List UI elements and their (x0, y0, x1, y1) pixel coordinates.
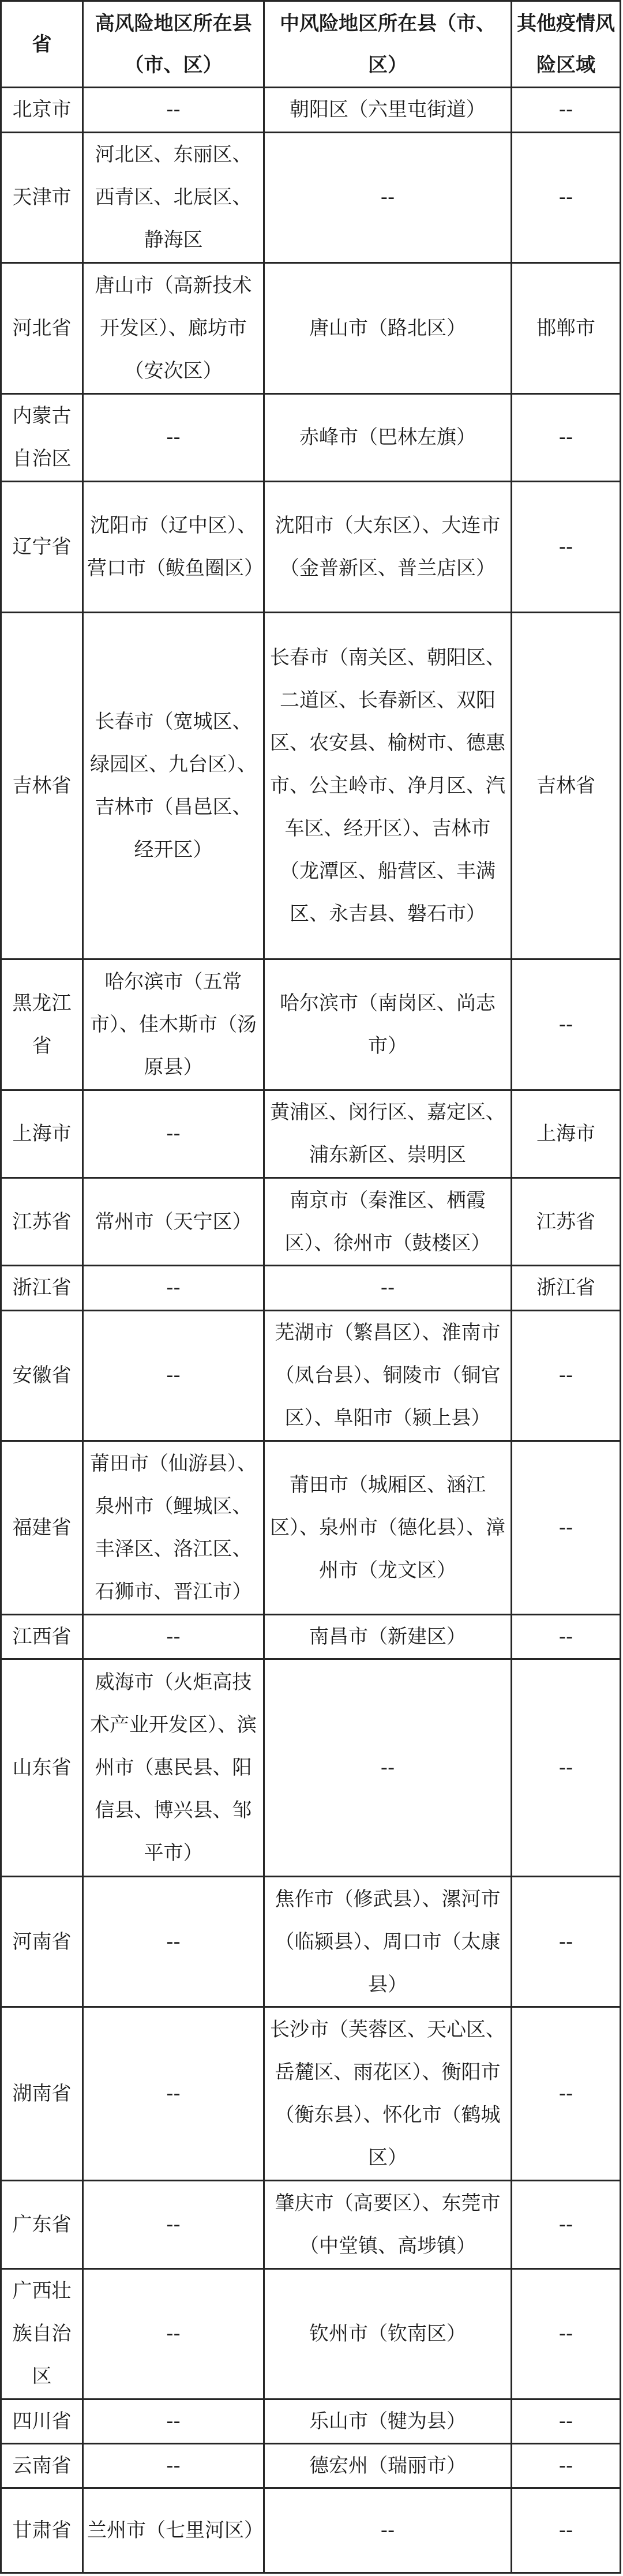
high-risk-cell: -- (83, 2007, 264, 2181)
other-risk-cell: 浙江省 (512, 1266, 621, 1310)
high-risk-cell: -- (83, 2444, 264, 2488)
table-row (1, 1090, 621, 1178)
table-row (1, 2007, 621, 2181)
table-row (1, 1614, 621, 1659)
other-risk-cell: 吉林省 (512, 612, 621, 959)
header-mid-risk: 中风险地区所在县（市、区） (264, 1, 512, 88)
table-row (1, 1659, 621, 1876)
other-risk-cell: -- (512, 1876, 621, 2007)
high-risk-cell: 哈尔滨市（五常市）、佳木斯市（汤原县） (83, 959, 264, 1090)
other-risk-cell: 江苏省 (512, 1178, 621, 1265)
mid-risk-cell: 南京市（秦淮区、栖霞区）、徐州市（鼓楼区） (264, 1178, 512, 1265)
province-cell: 安徽省 (1, 1310, 83, 1441)
province-cell: 辽宁省 (1, 482, 83, 613)
province-cell: 广西壮族自治区 (1, 2268, 83, 2399)
table-row (1, 393, 621, 481)
other-risk-cell: -- (512, 393, 621, 481)
table-row (1, 263, 621, 394)
province-cell: 内蒙古自治区 (1, 393, 83, 481)
table-row (1, 959, 621, 1090)
high-risk-cell: 河北区、东丽区、西青区、北辰区、静海区 (83, 132, 264, 263)
province-cell: 甘肃省 (1, 2488, 83, 2573)
mid-risk-cell: 黄浦区、闵行区、嘉定区、浦东新区、崇明区 (264, 1090, 512, 1178)
mid-risk-cell: 沈阳市（大东区）、大连市（金普新区、普兰店区） (264, 482, 512, 613)
province-cell: 山东省 (1, 1659, 83, 1876)
header-province: 省 (1, 1, 83, 88)
other-risk-cell: 邯郸市 (512, 263, 621, 394)
high-risk-cell: 常州市（天宁区） (83, 1178, 264, 1265)
table-row (1, 2488, 621, 2573)
mid-risk-cell: 莆田市（城厢区、涵江区）、泉州市（德化县）、漳州市（龙文区） (264, 1441, 512, 1615)
header-other-risk: 其他疫情风险区域 (512, 1, 621, 88)
mid-risk-cell: 唐山市（路北区） (264, 263, 512, 394)
mid-risk-cell: 乐山市（犍为县） (264, 2399, 512, 2444)
mid-risk-cell: -- (264, 132, 512, 263)
province-cell: 四川省 (1, 2399, 83, 2444)
high-risk-cell: -- (83, 1310, 264, 1441)
province-cell: 黑龙江省 (1, 959, 83, 1090)
high-risk-cell: 威海市（火炬高技术产业开发区）、滨州市（惠民县、阳信县、博兴县、邹平市） (83, 1659, 264, 1876)
province-cell: 江西省 (1, 1614, 83, 1659)
mid-risk-cell: 德宏州（瑞丽市） (264, 2444, 512, 2488)
other-risk-cell: -- (512, 1441, 621, 1615)
table-row (1, 2444, 621, 2488)
other-risk-cell: -- (512, 132, 621, 263)
other-risk-cell: -- (512, 2488, 621, 2573)
table-row (1, 1441, 621, 1615)
high-risk-cell: -- (83, 393, 264, 481)
mid-risk-cell: 肇庆市（高要区）、东莞市（中堂镇、高埗镇） (264, 2181, 512, 2268)
other-risk-cell: -- (512, 2181, 621, 2268)
high-risk-cell: 沈阳市（辽中区）、营口市（鲅鱼圈区） (83, 482, 264, 613)
high-risk-cell: -- (83, 1876, 264, 2007)
other-risk-cell: -- (512, 1659, 621, 1876)
table-row (1, 1266, 621, 1310)
high-risk-cell: -- (83, 2181, 264, 2268)
province-cell: 浙江省 (1, 1266, 83, 1310)
high-risk-cell: -- (83, 88, 264, 132)
high-risk-cell: 长春市（宽城区、绿园区、九台区）、吉林市（昌邑区、经开区） (83, 612, 264, 959)
table-row (1, 482, 621, 613)
mid-risk-cell: -- (264, 1266, 512, 1310)
province-cell: 河南省 (1, 1876, 83, 2007)
other-risk-cell: -- (512, 1614, 621, 1659)
mid-risk-cell: 芜湖市（繁昌区）、淮南市（凤台县）、铜陵市（铜官区）、阜阳市（颍上县） (264, 1310, 512, 1441)
province-cell: 云南省 (1, 2444, 83, 2488)
table-row (1, 1178, 621, 1265)
province-cell: 广东省 (1, 2181, 83, 2268)
table-header-row (1, 1, 621, 88)
province-cell: 北京市 (1, 88, 83, 132)
table-row (1, 1310, 621, 1441)
province-cell: 吉林省 (1, 612, 83, 959)
high-risk-cell: 唐山市（高新技术开发区）、廊坊市（安次区） (83, 263, 264, 394)
other-risk-cell: -- (512, 88, 621, 132)
other-risk-cell: 上海市 (512, 1090, 621, 1178)
high-risk-cell: -- (83, 1090, 264, 1178)
other-risk-cell: -- (512, 2444, 621, 2488)
province-cell: 江苏省 (1, 1178, 83, 1265)
other-risk-cell: -- (512, 482, 621, 613)
province-cell: 福建省 (1, 1441, 83, 1615)
mid-risk-cell: 哈尔滨市（南岗区、尚志市） (264, 959, 512, 1090)
province-cell: 湖南省 (1, 2007, 83, 2181)
table-row (1, 1876, 621, 2007)
header-high-risk: 高风险地区所在县（市、区） (83, 1, 264, 88)
other-risk-cell: -- (512, 2007, 621, 2181)
table-row (1, 2268, 621, 2399)
high-risk-cell: 兰州市（七里河区） (83, 2488, 264, 2573)
mid-risk-cell: 长春市（南关区、朝阳区、二道区、长春新区、双阳区、农安县、榆树市、德惠市、公主岭市、净月区、汽车区、经开区）、吉林市（龙潭区、船营区、丰满区、永吉县、磐石市） (264, 612, 512, 959)
mid-risk-cell: 长沙市（芙蓉区、天心区、岳麓区、雨花区）、衡阳市（衡东县）、怀化市（鹤城区） (264, 2007, 512, 2181)
high-risk-cell: 莆田市（仙游县）、泉州市（鲤城区、丰泽区、洛江区、石狮市、晋江市） (83, 1441, 264, 1615)
province-cell: 河北省 (1, 263, 83, 394)
mid-risk-cell: -- (264, 2488, 512, 2573)
high-risk-cell: -- (83, 2268, 264, 2399)
table-row (1, 2181, 621, 2268)
other-risk-cell: -- (512, 1310, 621, 1441)
table-row (1, 612, 621, 959)
other-risk-cell: -- (512, 2399, 621, 2444)
mid-risk-cell: 钦州市（钦南区） (264, 2268, 512, 2399)
mid-risk-cell: 南昌市（新建区） (264, 1614, 512, 1659)
high-risk-cell: -- (83, 1614, 264, 1659)
mid-risk-cell: 朝阳区（六里屯街道） (264, 88, 512, 132)
province-cell: 上海市 (1, 1090, 83, 1178)
high-risk-cell: -- (83, 2399, 264, 2444)
mid-risk-cell: 赤峰市（巴林左旗） (264, 393, 512, 481)
high-risk-cell: -- (83, 1266, 264, 1310)
other-risk-cell: -- (512, 2268, 621, 2399)
other-risk-cell: -- (512, 959, 621, 1090)
province-cell: 天津市 (1, 132, 83, 263)
mid-risk-cell: -- (264, 1659, 512, 1876)
table-row (1, 2399, 621, 2444)
table-row (1, 88, 621, 132)
mid-risk-cell: 焦作市（修武县）、漯河市（临颍县）、周口市（太康县） (264, 1876, 512, 2007)
table-row (1, 132, 621, 263)
